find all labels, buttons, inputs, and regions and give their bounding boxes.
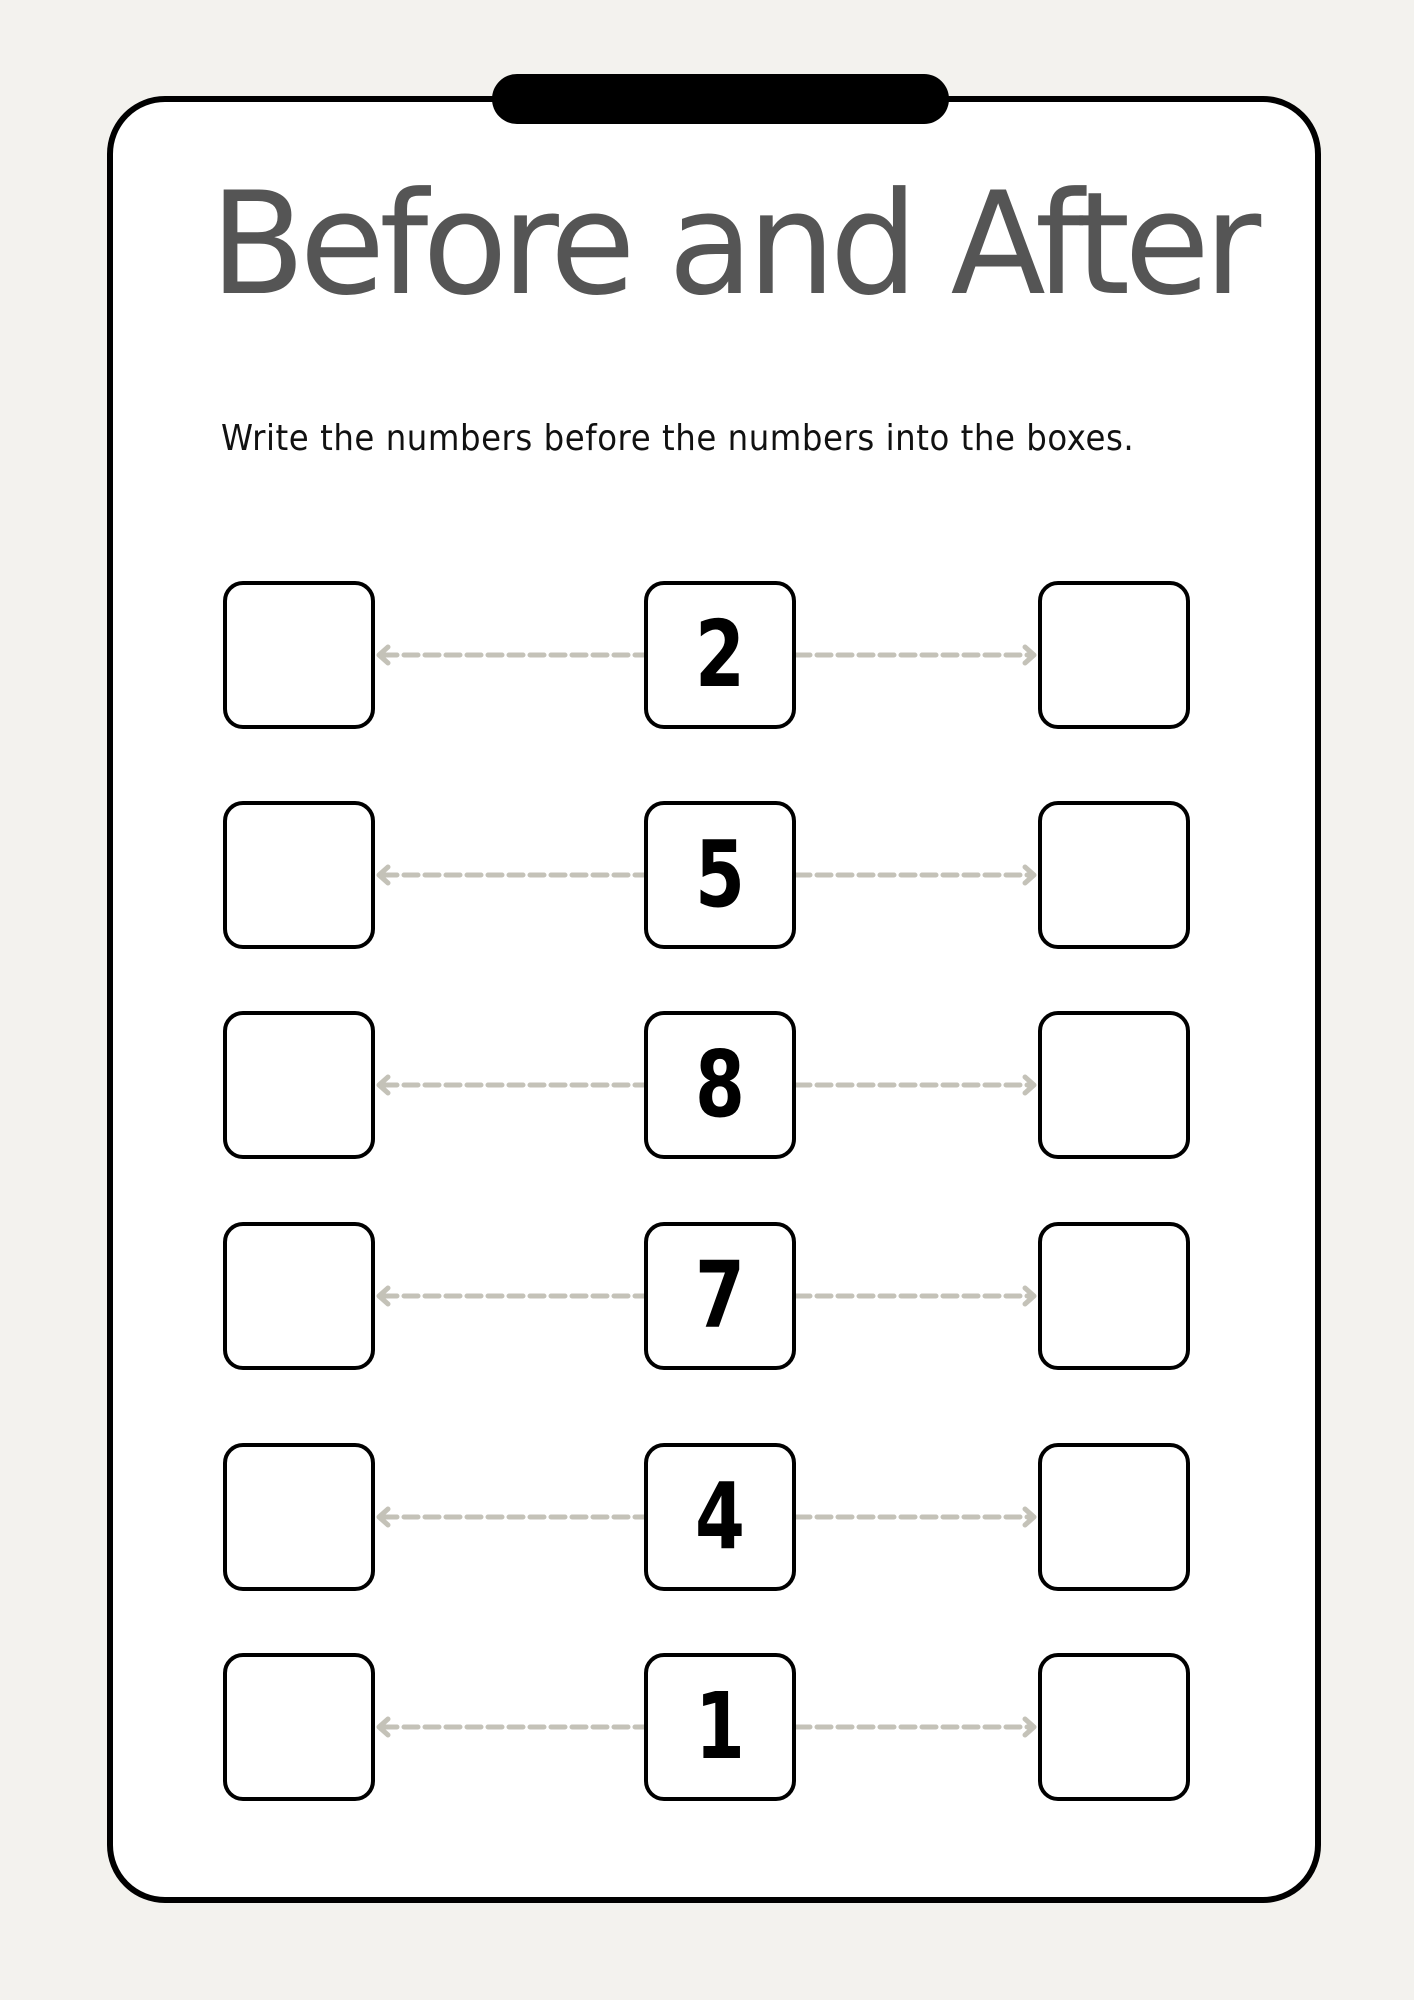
worksheet-row — [0, 1443, 1414, 1591]
arrow-left-icon — [375, 1073, 644, 1097]
given-number-box — [644, 1011, 796, 1159]
clipboard-clip — [492, 74, 949, 124]
given-number: 8 — [695, 1031, 745, 1138]
given-number: 7 — [695, 1242, 745, 1349]
page-title: Before and After — [210, 162, 1256, 327]
answer-box-before[interactable] — [223, 801, 375, 949]
given-number-box — [644, 801, 796, 949]
answer-box-before[interactable] — [223, 1222, 375, 1370]
given-number: 2 — [695, 601, 745, 708]
worksheet-row — [0, 1011, 1414, 1159]
answer-box-before[interactable] — [223, 1443, 375, 1591]
arrow-left-icon — [375, 643, 644, 667]
answer-box-after[interactable] — [1038, 581, 1190, 729]
worksheet-row — [0, 1222, 1414, 1370]
arrow-right-icon — [796, 1284, 1038, 1308]
given-number-box — [644, 1443, 796, 1591]
worksheet-card — [107, 96, 1321, 1903]
answer-box-after[interactable] — [1038, 1011, 1190, 1159]
given-number: 4 — [695, 1463, 745, 1570]
arrow-right-icon — [796, 1073, 1038, 1097]
worksheet-row — [0, 801, 1414, 949]
answer-box-after[interactable] — [1038, 1443, 1190, 1591]
arrow-right-icon — [796, 1715, 1038, 1739]
worksheet-row — [0, 1653, 1414, 1801]
arrow-left-icon — [375, 863, 644, 887]
answer-box-before[interactable] — [223, 581, 375, 729]
arrow-left-icon — [375, 1505, 644, 1529]
arrow-right-icon — [796, 1505, 1038, 1529]
given-number-box — [644, 581, 796, 729]
worksheet-row — [0, 581, 1414, 729]
answer-box-before[interactable] — [223, 1011, 375, 1159]
answer-box-after[interactable] — [1038, 1653, 1190, 1801]
answer-box-before[interactable] — [223, 1653, 375, 1801]
arrow-left-icon — [375, 1284, 644, 1308]
answer-box-after[interactable] — [1038, 801, 1190, 949]
instruction-text: Write the numbers before the numbers into the boxes. — [221, 418, 1135, 459]
given-number-box — [644, 1653, 796, 1801]
arrow-left-icon — [375, 1715, 644, 1739]
given-number: 5 — [695, 821, 745, 928]
arrow-right-icon — [796, 643, 1038, 667]
given-number-box — [644, 1222, 796, 1370]
answer-box-after[interactable] — [1038, 1222, 1190, 1370]
given-number: 1 — [695, 1673, 745, 1780]
arrow-right-icon — [796, 863, 1038, 887]
